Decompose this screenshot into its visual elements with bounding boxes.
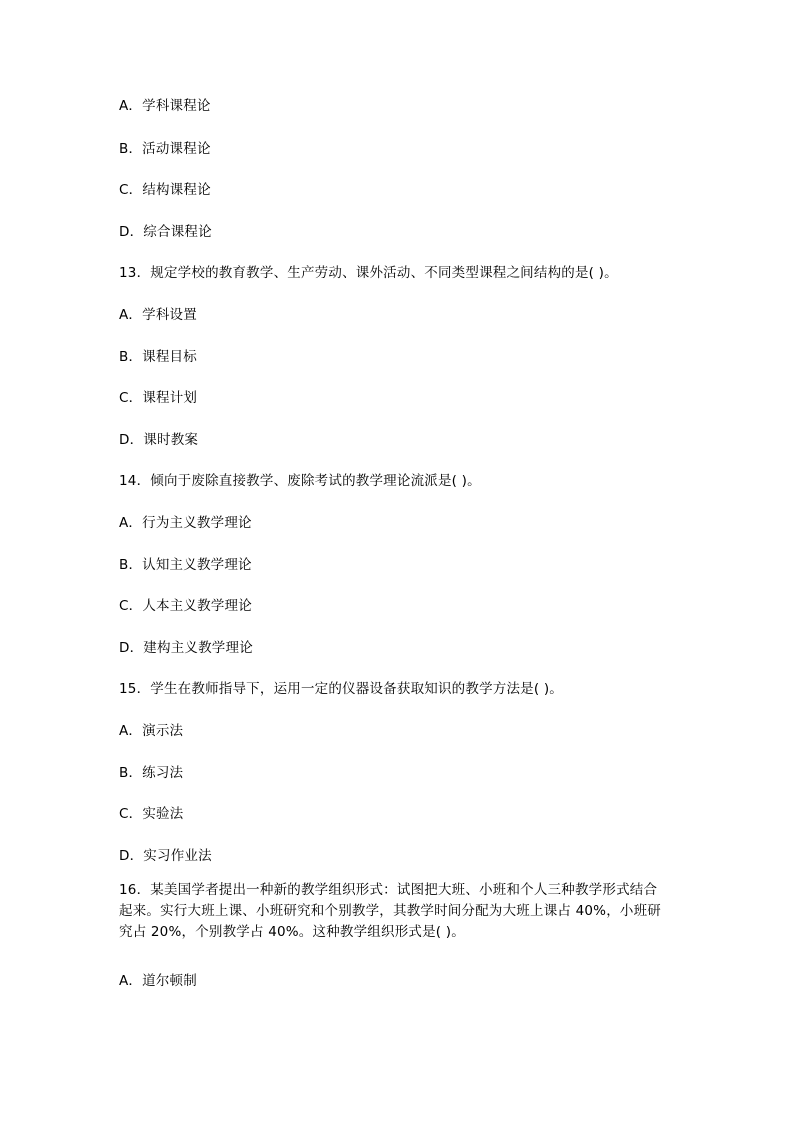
q14-option-a: A．行为主义教学理论 — [119, 515, 252, 531]
q13-option-b: B．课程目标 — [119, 349, 197, 365]
q14-option-b: B．认知主义教学理论 — [119, 557, 252, 573]
q16-question-line-2: 起来。实行大班上课、小班研究和个别教学，其教学时间分配为大班上课占 40%，小班研 — [119, 903, 661, 919]
q12-option-c: C．结构课程论 — [119, 182, 211, 198]
q12-option-b: B．活动课程论 — [119, 141, 211, 157]
q14-option-d: D．建构主义教学理论 — [119, 640, 253, 656]
q16-question — [119, 880, 681, 943]
q13-option-c: C．课程计划 — [119, 390, 198, 406]
q15-question: 15．学生在教师指导下，运用一定的仪器设备获取知识的教学方法是( )。 — [119, 681, 564, 697]
q13-option-a: A．学科设置 — [119, 307, 197, 323]
q13-option-d: D．课时教案 — [119, 432, 199, 448]
q16-question-line-1: 16．某美国学者提出一种新的教学组织形式：试图把大班、小班和个人三种教学形式结合 — [119, 882, 658, 898]
q14-question: 14．倾向于废除直接教学、废除考试的教学理论流派是( )。 — [119, 473, 481, 489]
q13-question: 13．规定学校的教育教学、生产劳动、课外活动、不同类型课程之间结构的是( )。 — [119, 265, 618, 281]
q14-option-c: C．人本主义教学理论 — [119, 598, 252, 614]
q16-option-a: A．道尔顿制 — [119, 973, 197, 989]
q12-option-d: D．综合课程论 — [119, 224, 212, 240]
q15-option-b: B．练习法 — [119, 765, 184, 781]
q15-option-c: C．实验法 — [119, 806, 184, 822]
q16-question-line-3: 究占 20%，个别教学占 40%。这种教学组织形式是( )。 — [119, 924, 465, 940]
q12-option-a: A．学科课程论 — [119, 98, 211, 114]
q15-option-a: A．演示法 — [119, 723, 184, 739]
q15-option-d: D．实习作业法 — [119, 848, 212, 864]
